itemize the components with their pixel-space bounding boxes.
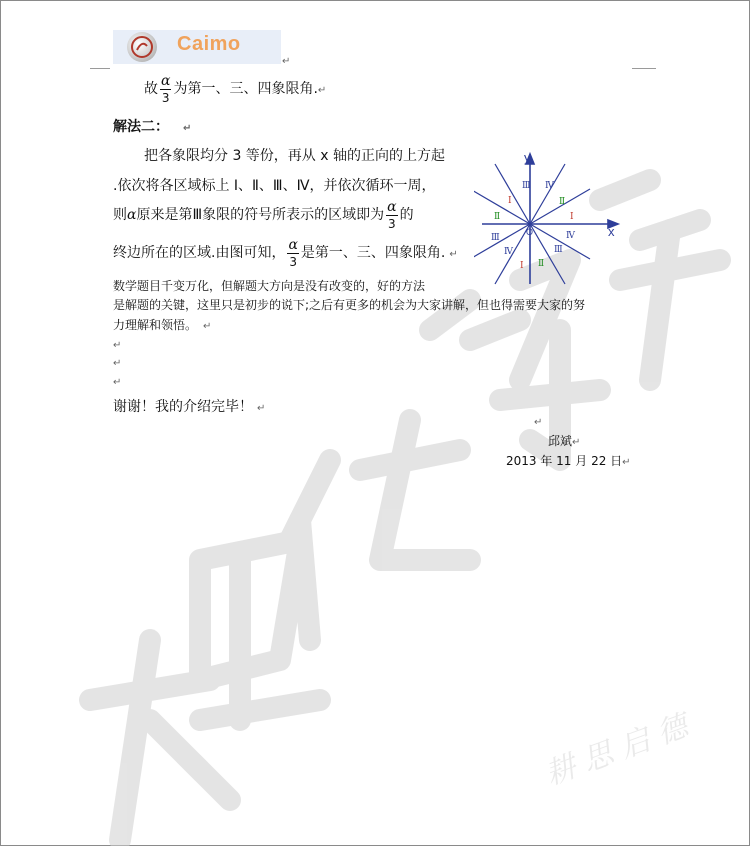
paragraph-mark: ↵ [317,85,327,96]
text: 2013 年 11 月 22 日 [506,454,623,468]
header-corner-right [632,68,656,69]
signature-name [548,432,580,449]
x-axis-label: x [608,224,615,239]
region-label: Ⅰ [508,196,512,206]
region-label: Ⅰ [520,261,524,271]
paragraph-mark: ↵ [449,249,458,260]
alpha-symbol: α [127,207,137,223]
text: 原来是第Ⅲ象限的符号所表示的区域即为 [136,207,385,223]
text: 是第一、三、四象限角. [300,245,446,261]
paragraph-mark: ↵ [183,123,192,134]
y-axis-label: y [524,150,531,165]
header-corner-left [90,68,110,69]
fraction-numerator: α [161,73,171,89]
p2-line-4 [113,238,458,268]
fraction-denominator: 3 [161,91,170,105]
fraction-denominator: 3 [289,255,297,269]
divider-ray [495,164,530,224]
paragraph-mark: ↵ [572,437,581,448]
paragraph-mark: ↵ [282,56,291,67]
region-label: Ⅳ [545,181,554,191]
closing-thanks [113,396,265,416]
fraction [386,200,397,230]
paragraph-mark: ↵ [113,358,122,369]
logo-icon [127,32,157,62]
region-label: Ⅱ [559,197,566,207]
region-label: Ⅲ [554,245,563,255]
text: 的 [399,207,414,223]
line-conclusion-1 [144,74,326,104]
p2-line-3 [113,200,414,230]
region-label: Ⅱ [494,212,501,222]
quadrant-diagram [474,148,624,290]
fraction-numerator: α [288,237,298,253]
paragraph-mark: ↵ [113,340,122,351]
divider-ray [530,164,565,224]
text: 则 [113,207,127,223]
logo-text: Caimo [177,33,241,55]
paragraph-mark: ↵ [113,377,122,388]
p3-line-2: 是解题的关键，这里只是初步的说下;之后有更多的机会为大家讲解，但也得需要大家的努 [113,298,586,312]
signature-date [506,452,631,469]
divider-ray [474,224,530,259]
paragraph-mark: ↵ [257,403,266,414]
divider-ray [474,189,530,224]
text: 邱斌 [548,434,573,448]
text: 故 [144,81,158,97]
p2-line-2: .依次将各区域标上 Ⅰ、Ⅱ、Ⅲ、Ⅳ，并依次循环一周， [113,178,436,194]
region-label: Ⅳ [566,231,575,241]
text: 力理解和领悟。 [113,318,198,332]
section-heading [113,116,191,136]
fraction [160,74,171,104]
paragraph-mark: ↵ [622,457,631,468]
region-label: Ⅲ [491,233,500,243]
region-label: Ⅱ [538,259,545,269]
paragraph-mark: ↵ [203,321,212,332]
fraction-denominator: 3 [388,217,396,231]
text: 为第一、三、四象限角. [173,81,318,97]
region-label: Ⅲ [522,181,531,191]
region-label: Ⅳ [504,247,513,257]
region-label: Ⅰ [570,212,574,222]
p2-line-1: 把各象限均分 3 等份，再从 x 轴的正向的上方起 [144,148,445,164]
text: 终边所在的区域.由图可知， [113,245,286,261]
origin-label: O [526,227,534,237]
p3-line-1: 数学题目千变万化，但解题大方向是没有改变的，好的方法 [113,279,426,293]
heading-text: 解法二： [113,119,169,135]
header-logo [113,30,281,64]
fraction [287,238,298,268]
text: 谢谢！我的介绍完毕！ [113,399,253,415]
paragraph-mark: ↵ [534,417,543,428]
svg-text:耕 思 启 德: 耕 思 启 德 [540,708,693,793]
p3-line-3 [113,316,211,333]
fraction-numerator: α [387,199,397,215]
